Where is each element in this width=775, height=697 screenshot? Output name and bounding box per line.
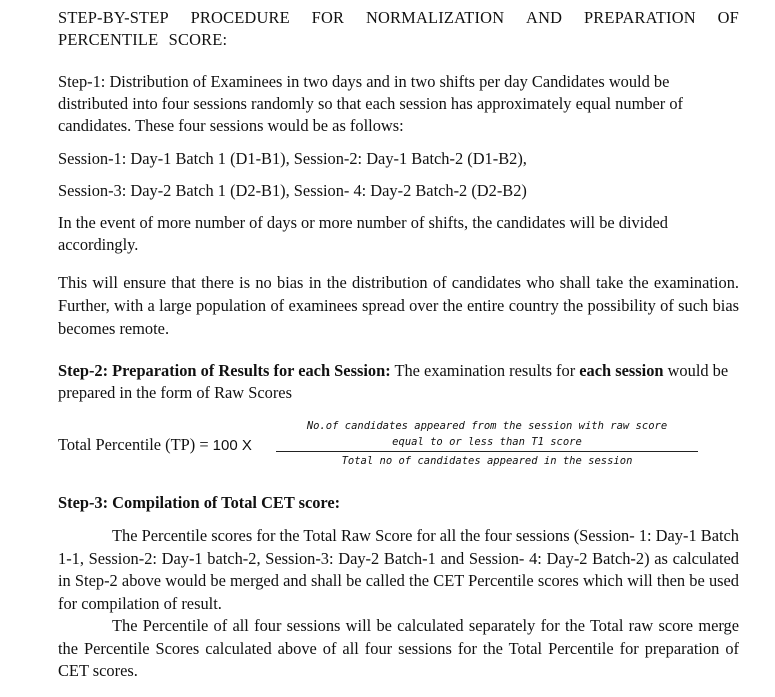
formula-fraction <box>276 418 698 468</box>
document-title <box>58 7 739 51</box>
formula-factor: 100 X <box>212 437 252 454</box>
formula-lhs <box>58 434 252 457</box>
step2-paragraph <box>58 360 739 404</box>
step3-paragraph-2: The Percentile of all four sessions will be calculated separately for the Total raw score merge the Percentile Scores calculated above of all four sessions for the Total Percentile for preparation of CET scores. <box>58 616 739 680</box>
step2-heading: Step-2: Preparation of Results for each Session: <box>58 361 391 380</box>
event-paragraph: In the event of more number of days or more number of shifts, the candidates will be divided accordingly. <box>58 213 668 254</box>
title-word: PREPARATION <box>583 8 696 27</box>
step3-heading-text: Step-3: Compilation of Total CET score: <box>58 493 341 512</box>
title-word: NORMALIZATION <box>365 8 505 27</box>
step1-paragraph: Step-1: Distribution of Examinees in two days and in two shifts per day Candidates would be distributed into four sessions randomly so that each session has approximately equal number of candidates. These four sessions would be as follows: <box>58 72 683 135</box>
title-line-2: PERCENTILE SCORE: <box>58 30 228 49</box>
step3-paragraph-1: The Percentile scores for the Total Raw Score for all the four sessions (Session- 1: Day-1 Batch 1-1, Session-2: Day-1 batch-2, Session-3: Day-2 Batch-1 and Session- 4: Day-2 Batch-2) as calculated in Step-2 above would be merged and shall be called the CET Percentile scores which will then be used for compilation of result. <box>58 526 739 613</box>
title-word: OF <box>717 8 739 27</box>
percentile-formula <box>58 418 739 478</box>
sessions-line-1: Session-1: Day-1 Batch 1 (D1-B1), Session-2: Day-1 Batch-2 (D1-B2), <box>58 149 527 168</box>
formula-denominator: Total no of candidates appeared in the session <box>341 455 633 467</box>
title-word: AND <box>526 8 563 27</box>
sessions-line-2: Session-3: Day-2 Batch 1 (D2-B1), Session- 4: Day-2 Batch-2 (D2-B2) <box>58 181 527 200</box>
step2-text: The examination results for <box>390 361 580 380</box>
step2-text-end: would be prepared in the form of Raw Scores <box>58 361 729 402</box>
step2-bold-text: each session <box>579 361 664 380</box>
step3-heading <box>58 492 739 514</box>
bias-paragraph: This will ensure that there is no bias in the distribution of candidates who shall take the examination. Further, with a large population of examinees spread over the entire country the possibility of such bias becomes remote. <box>58 273 739 338</box>
fraction-bar <box>276 451 698 452</box>
title-word: FOR <box>311 8 345 27</box>
formula-numerator-line-2: equal to or less than T1 score <box>392 436 582 448</box>
title-word: STEP-BY-STEP <box>58 8 169 27</box>
formula-numerator-line-1: No.of candidates appeared from the session with raw score <box>306 420 668 432</box>
document-page <box>58 7 739 683</box>
title-line-1 <box>58 7 739 29</box>
title-word: PROCEDURE <box>190 8 290 27</box>
formula-lhs-label: Total Percentile (TP) = <box>58 435 213 454</box>
